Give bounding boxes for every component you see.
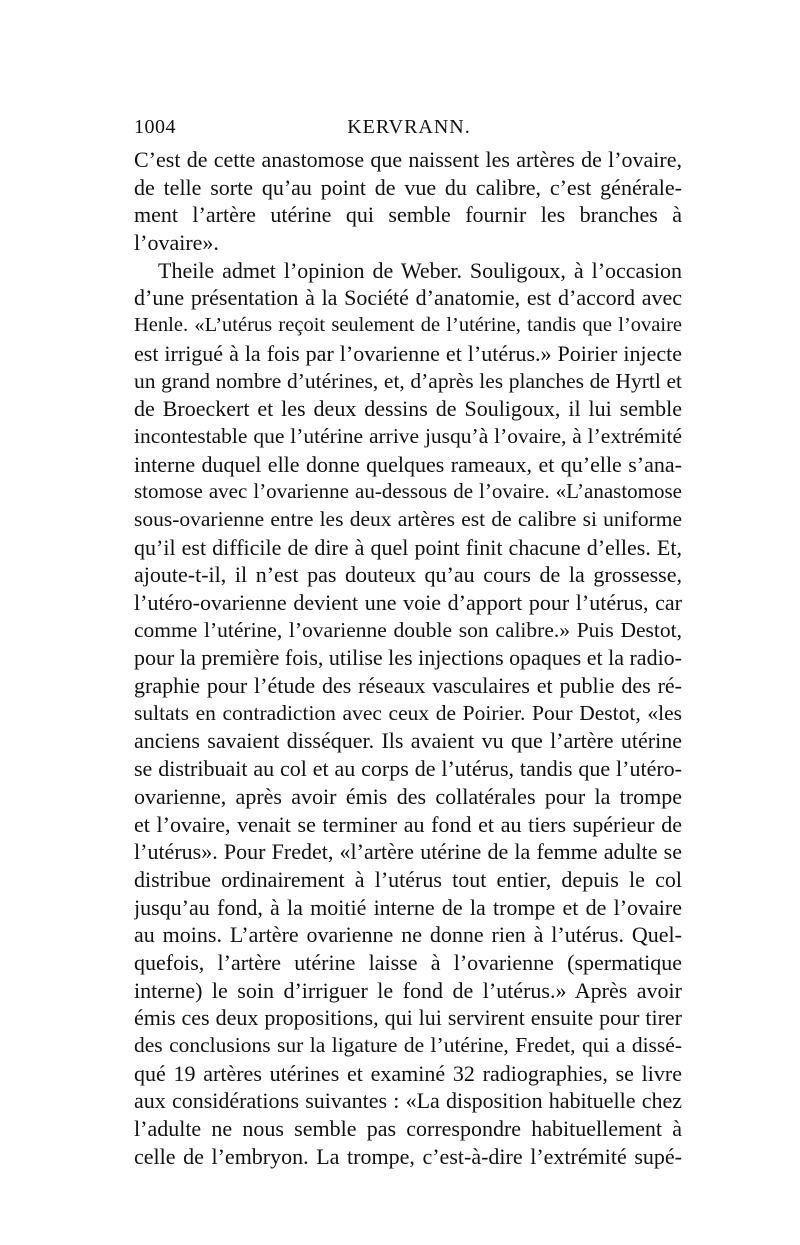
text-line: C’est de cette anastomose que naissent les artères de l’ovaire, [134,147,682,172]
text-line: l’utérus». Pour Fredet, «l’artère utérine de la femme adulte se [134,839,682,865]
text-line: se distribuait au col et au corps de l’utérus, tandis que l’utéro- [134,756,682,782]
text-line: qué 19 artères utérines et examiné 32 radiographies, se livre [134,1060,682,1086]
text-line: est irrigué à la fois par l’ovarienne et l’utérus.» Poirier injecte [134,340,682,366]
text-line: stomose avec l’ovarienne au-dessous de l’ovaire. «L’anastomose [134,479,682,504]
text-line: celle de l’embryon. La trompe, c’est-à-dire l’extrémité supé- [134,1143,682,1169]
text-line: qu’il est difficile de dire à quel point finit chacune d’elles. Et, [134,534,682,560]
text-line: de telle sorte qu’au point de vue du calibre, c’est générale- [134,174,682,200]
text-line: au moins. L’artère ovarienne ne donne rien à l’utérus. Quel- [134,922,682,948]
text-line: ovarienne, après avoir émis des collatérales pour la trompe [134,783,682,809]
text-line: et l’ovaire, venait se terminer au fond et au tiers supérieur de [134,811,682,837]
body-text [134,146,682,1170]
text-line: graphie pour l’étude des réseaux vasculaires et publie des ré- [134,673,682,699]
text-line: de Broeckert et les deux dessins de Souligoux, il lui semble [134,396,682,422]
text-line: incontestable que l’utérine arrive jusqu’à l’ovaire, à l’extrémité [134,423,682,448]
text-line: pour la première fois, utilise les injections opaques et la radio- [134,645,682,671]
page-number: 1004 [134,116,176,138]
text-line: des conclusions sur la ligature de l’utérine, Fredet, qui a dissé- [134,1033,682,1057]
text-line: sultats en contradiction avec ceux de Poirier. Pour Destot, «les [134,700,682,725]
text-line: anciens savaient disséquer. Ils avaient vu que l’artère utérine [134,728,682,754]
text-line: quefois, l’artère utérine laisse à l’ovarienne (spermatique [134,949,682,975]
running-title: KERVRANN. [347,116,471,138]
running-head [134,116,684,146]
text-line: d’une présentation à la Société d’anatomie, est d’accord avec [134,285,682,311]
text-line: aux considérations suivantes : «La disposition habituelle chez [134,1088,682,1114]
text-line: jusqu’au fond, à la moitié interne de la trompe et de l’ovaire [134,894,682,920]
text-line: distribue ordinairement à l’utérus tout entier, depuis le col [134,866,682,892]
text-line: Henle. «L’utérus reçoit seulement de l’utérine, tandis que l’ovaire [134,314,682,337]
text-line: l’adulte ne nous semble pas correspondre habituellement à [134,1116,682,1142]
text-line: l’ovaire». [134,230,219,256]
text-line: ment l’artère utérine qui semble fournir les branches à [134,202,682,228]
text-line: ajoute-t-il, il n’est pas douteux qu’au cours de la grossesse, [134,562,682,588]
text-line: un grand nombre d’utérines, et, d’après les planches de Hyrtl et [134,368,682,393]
paragraph-start-line: Theile admet l’opinion de Weber. Souligoux, à l’occasion [158,257,682,283]
text-line: comme l’utérine, l’ovarienne double son calibre.» Puis Destot, [134,617,682,642]
text-line: interne) le soin d’irriguer le fond de l’utérus.» Après avoir [134,977,682,1003]
text-line: l’utéro-ovarienne devient une voie d’apport pour l’utérus, car [134,590,682,615]
text-line: interne duquel elle donne quelques rameaux, et qu’elle s’ana- [134,451,682,477]
text-line: émis ces deux propositions, qui lui servirent ensuite pour tirer [134,1005,682,1031]
text-line: sous-ovarienne entre les deux artères est de calibre si uniforme [134,506,682,531]
